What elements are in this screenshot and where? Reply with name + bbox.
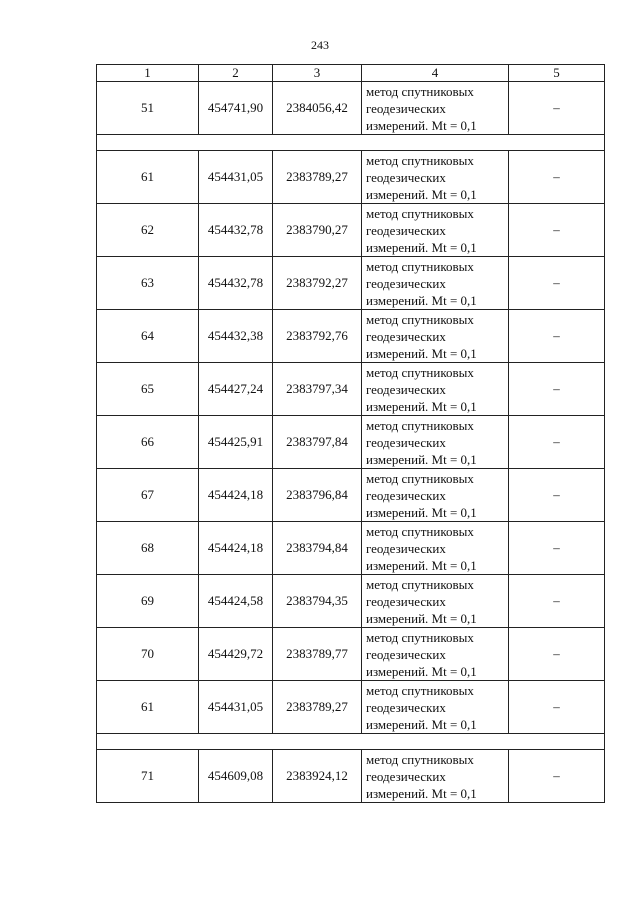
method-line: геодезических bbox=[366, 768, 446, 784]
x-coordinate-cell: 454609,08 bbox=[199, 750, 273, 803]
method-line: метод спутниковых bbox=[366, 629, 474, 645]
group-separator-row bbox=[97, 734, 605, 750]
method-line: метод спутниковых bbox=[366, 682, 474, 698]
y-coordinate-cell: 2383789,27 bbox=[273, 151, 362, 204]
point-number-cell: 65 bbox=[97, 363, 199, 416]
note-cell: – bbox=[509, 151, 605, 204]
note-cell: – bbox=[509, 628, 605, 681]
note-cell: – bbox=[509, 522, 605, 575]
point-number-cell: 61 bbox=[97, 151, 199, 204]
coordinates-table bbox=[96, 64, 605, 803]
group-separator-cell bbox=[97, 734, 605, 750]
note-cell: – bbox=[509, 257, 605, 310]
method-line: измерений. Mt = 0,1 bbox=[366, 398, 477, 414]
method-cell bbox=[362, 681, 509, 734]
point-number-cell: 64 bbox=[97, 310, 199, 363]
column-header: 1 bbox=[97, 65, 199, 82]
method-cell bbox=[362, 151, 509, 204]
table-row bbox=[97, 575, 605, 628]
method-line: измерений. Mt = 0,1 bbox=[366, 292, 477, 308]
method-cell bbox=[362, 628, 509, 681]
point-number-cell: 67 bbox=[97, 469, 199, 522]
method-line: геодезических bbox=[366, 487, 446, 503]
method-cell bbox=[362, 363, 509, 416]
table-row bbox=[97, 416, 605, 469]
method-line: геодезических bbox=[366, 275, 446, 291]
group-separator-cell bbox=[97, 135, 605, 151]
method-cell bbox=[362, 257, 509, 310]
y-coordinate-cell: 2383794,84 bbox=[273, 522, 362, 575]
method-line: измерений. Mt = 0,1 bbox=[366, 557, 477, 573]
column-header: 4 bbox=[362, 65, 509, 82]
method-line: метод спутниковых bbox=[366, 205, 474, 221]
note-cell: – bbox=[509, 204, 605, 257]
table-row bbox=[97, 82, 605, 135]
method-line: измерений. Mt = 0,1 bbox=[366, 716, 477, 732]
method-line: измерений. Mt = 0,1 bbox=[366, 117, 477, 133]
x-coordinate-cell: 454424,58 bbox=[199, 575, 273, 628]
point-number-cell: 51 bbox=[97, 82, 199, 135]
method-line: геодезических bbox=[366, 100, 446, 116]
method-line: геодезических bbox=[366, 593, 446, 609]
y-coordinate-cell: 2383797,34 bbox=[273, 363, 362, 416]
page-number: 243 bbox=[311, 38, 329, 52]
note-cell: – bbox=[509, 416, 605, 469]
column-header: 2 bbox=[199, 65, 273, 82]
method-line: метод спутниковых bbox=[366, 311, 474, 327]
method-line: метод спутниковых bbox=[366, 83, 474, 99]
point-number-cell: 62 bbox=[97, 204, 199, 257]
table-row bbox=[97, 750, 605, 803]
note-cell: – bbox=[509, 310, 605, 363]
y-coordinate-cell: 2383796,84 bbox=[273, 469, 362, 522]
method-line: метод спутниковых bbox=[366, 470, 474, 486]
method-line: измерений. Mt = 0,1 bbox=[366, 451, 477, 467]
method-line: геодезических bbox=[366, 699, 446, 715]
method-cell bbox=[362, 204, 509, 257]
table-row bbox=[97, 310, 605, 363]
method-line: измерений. Mt = 0,1 bbox=[366, 504, 477, 520]
point-number-cell: 71 bbox=[97, 750, 199, 803]
column-header: 3 bbox=[273, 65, 362, 82]
method-line: измерений. Mt = 0,1 bbox=[366, 186, 477, 202]
method-line: измерений. Mt = 0,1 bbox=[366, 239, 477, 255]
method-line: метод спутниковых bbox=[366, 576, 474, 592]
y-coordinate-cell: 2383797,84 bbox=[273, 416, 362, 469]
note-cell: – bbox=[509, 750, 605, 803]
method-line: геодезических bbox=[366, 381, 446, 397]
method-line: геодезических bbox=[366, 169, 446, 185]
method-cell bbox=[362, 522, 509, 575]
method-line: измерений. Mt = 0,1 bbox=[366, 610, 477, 626]
table-row bbox=[97, 469, 605, 522]
method-cell bbox=[362, 469, 509, 522]
method-cell bbox=[362, 82, 509, 135]
x-coordinate-cell: 454425,91 bbox=[199, 416, 273, 469]
point-number-cell: 63 bbox=[97, 257, 199, 310]
table-row bbox=[97, 628, 605, 681]
note-cell: – bbox=[509, 575, 605, 628]
y-coordinate-cell: 2384056,42 bbox=[273, 82, 362, 135]
method-line: метод спутниковых bbox=[366, 152, 474, 168]
method-cell bbox=[362, 310, 509, 363]
point-number-cell: 61 bbox=[97, 681, 199, 734]
x-coordinate-cell: 454741,90 bbox=[199, 82, 273, 135]
x-coordinate-cell: 454431,05 bbox=[199, 681, 273, 734]
point-number-cell: 69 bbox=[97, 575, 199, 628]
x-coordinate-cell: 454432,38 bbox=[199, 310, 273, 363]
x-coordinate-cell: 454424,18 bbox=[199, 469, 273, 522]
y-coordinate-cell: 2383792,27 bbox=[273, 257, 362, 310]
table-row bbox=[97, 522, 605, 575]
note-cell: – bbox=[509, 363, 605, 416]
table-row bbox=[97, 204, 605, 257]
header-row bbox=[97, 65, 605, 82]
y-coordinate-cell: 2383790,27 bbox=[273, 204, 362, 257]
table-row bbox=[97, 363, 605, 416]
y-coordinate-cell: 2383794,35 bbox=[273, 575, 362, 628]
method-line: метод спутниковых bbox=[366, 523, 474, 539]
method-line: измерений. Mt = 0,1 bbox=[366, 345, 477, 361]
method-cell bbox=[362, 750, 509, 803]
table-row bbox=[97, 681, 605, 734]
method-cell bbox=[362, 416, 509, 469]
point-number-cell: 68 bbox=[97, 522, 199, 575]
note-cell: – bbox=[509, 469, 605, 522]
method-line: измерений. Mt = 0,1 bbox=[366, 663, 477, 679]
x-coordinate-cell: 454427,24 bbox=[199, 363, 273, 416]
note-cell: – bbox=[509, 82, 605, 135]
y-coordinate-cell: 2383789,27 bbox=[273, 681, 362, 734]
group-separator-row bbox=[97, 135, 605, 151]
method-line: метод спутниковых bbox=[366, 751, 474, 767]
x-coordinate-cell: 454432,78 bbox=[199, 257, 273, 310]
x-coordinate-cell: 454432,78 bbox=[199, 204, 273, 257]
method-line: геодезических bbox=[366, 646, 446, 662]
table-row bbox=[97, 151, 605, 204]
method-line: измерений. Mt = 0,1 bbox=[366, 785, 477, 801]
point-number-cell: 70 bbox=[97, 628, 199, 681]
x-coordinate-cell: 454429,72 bbox=[199, 628, 273, 681]
table-row bbox=[97, 257, 605, 310]
note-cell: – bbox=[509, 681, 605, 734]
y-coordinate-cell: 2383792,76 bbox=[273, 310, 362, 363]
method-line: геодезических bbox=[366, 222, 446, 238]
method-line: геодезических bbox=[366, 540, 446, 556]
x-coordinate-cell: 454431,05 bbox=[199, 151, 273, 204]
method-line: геодезических bbox=[366, 328, 446, 344]
point-number-cell: 66 bbox=[97, 416, 199, 469]
method-line: метод спутниковых bbox=[366, 364, 474, 380]
x-coordinate-cell: 454424,18 bbox=[199, 522, 273, 575]
method-cell bbox=[362, 575, 509, 628]
method-line: метод спутниковых bbox=[366, 258, 474, 274]
method-line: метод спутниковых bbox=[366, 417, 474, 433]
y-coordinate-cell: 2383924,12 bbox=[273, 750, 362, 803]
y-coordinate-cell: 2383789,77 bbox=[273, 628, 362, 681]
method-line: геодезических bbox=[366, 434, 446, 450]
coordinates-table-body bbox=[97, 65, 605, 803]
column-header: 5 bbox=[509, 65, 605, 82]
